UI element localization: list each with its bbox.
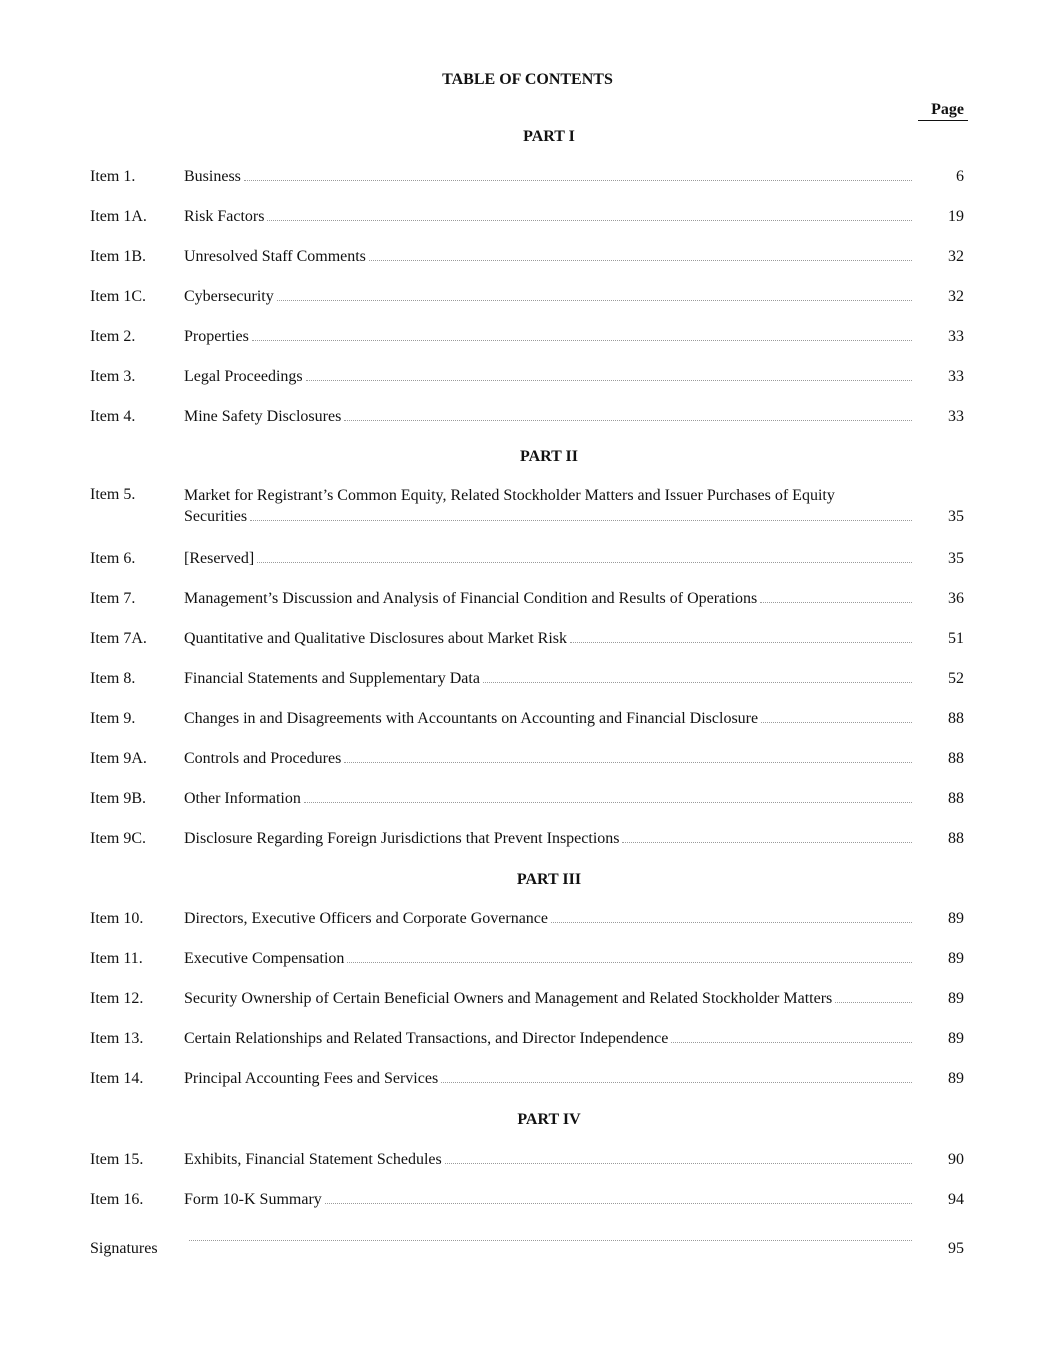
item-caption[interactable]: Cybersecurity [184, 288, 274, 305]
item-number: Item 15. [90, 1151, 144, 1168]
toc-row-item-9c[interactable] [0, 829, 1055, 853]
item-caption[interactable]: Securities [184, 508, 248, 525]
item-caption[interactable]: Unresolved Staff Comments [184, 248, 366, 265]
dot-leader [761, 721, 912, 723]
item-number: Item 1C. [90, 288, 146, 305]
toc-row-item-11[interactable] [0, 949, 1055, 973]
item-caption[interactable]: Principal Accounting Fees and Services [184, 1070, 439, 1087]
item-caption[interactable]: Properties [184, 328, 249, 345]
toc-row-item-13[interactable] [0, 1029, 1055, 1053]
toc-row-item-1c[interactable] [0, 287, 1055, 311]
item-page: 88 [948, 830, 964, 847]
item-caption[interactable]: Financial Statements and Supplementary Data [184, 670, 480, 687]
toc-row-item-5[interactable] [0, 487, 1055, 531]
dot-leader [257, 561, 912, 563]
item-page: 6 [956, 168, 964, 185]
item-page: 32 [948, 288, 964, 305]
toc-row-item-3[interactable] [0, 367, 1055, 391]
item-page: 35 [948, 550, 964, 567]
item-caption[interactable]: Management’s Discussion and Analysis of Financial Condition and Results of Operations [184, 590, 758, 607]
dot-leader [252, 339, 912, 341]
item-number: Item 9. [90, 710, 136, 727]
item-number: Item 9A. [90, 750, 147, 767]
item-caption[interactable]: Mine Safety Disclosures [184, 408, 342, 425]
item-number: Item 6. [90, 550, 136, 567]
item-number: Item 16. [90, 1191, 144, 1208]
item-page: 36 [948, 590, 964, 607]
toc-title: TABLE OF CONTENTS [442, 71, 613, 88]
item-page: 52 [948, 670, 964, 687]
item-number: Item 14. [90, 1070, 144, 1087]
item-caption[interactable]: Changes in and Disagreements with Accountants on Accounting and Financial Disclosure [184, 710, 759, 727]
dot-leader [306, 379, 912, 381]
toc-row-item-1[interactable] [0, 167, 1055, 191]
item-number: Item 7A. [90, 630, 147, 647]
item-caption[interactable]: Legal Proceedings [184, 368, 303, 385]
item-page: 51 [948, 630, 964, 647]
toc-row-item-9a[interactable] [0, 749, 1055, 773]
toc-row-item-6[interactable] [0, 549, 1055, 573]
item-page: 33 [948, 368, 964, 385]
toc-row-item-10[interactable] [0, 909, 1055, 933]
dot-leader [304, 801, 912, 803]
item-caption[interactable]: Controls and Procedures [184, 750, 342, 767]
signatures-label[interactable]: Signatures [90, 1240, 158, 1257]
dot-leader [267, 219, 912, 221]
item-page: 33 [948, 408, 964, 425]
item-caption[interactable]: Directors, Executive Officers and Corporate Governance [184, 910, 548, 927]
item-caption[interactable]: Risk Factors [184, 208, 265, 225]
item-caption[interactable]: Business [184, 168, 241, 185]
toc-row-item-7a[interactable] [0, 629, 1055, 653]
toc-row-item-12[interactable] [0, 989, 1055, 1013]
item-number: Item 1A. [90, 208, 147, 225]
item-caption-line-1[interactable]: Market for Registrant’s Common Equity, Related Stockholder Matters and Issuer Purchases of Equity [184, 487, 835, 504]
item-page: 88 [948, 750, 964, 767]
part-heading: PART I [523, 128, 575, 145]
item-number: Item 2. [90, 328, 136, 345]
dot-leader [244, 179, 912, 181]
item-page: 19 [948, 208, 964, 225]
dot-leader [570, 641, 912, 643]
dot-leader [760, 601, 912, 603]
toc-row-item-1a[interactable] [0, 207, 1055, 231]
part-heading: PART IV [517, 1111, 581, 1128]
dot-leader [441, 1081, 912, 1083]
toc-row-signatures[interactable] [0, 1239, 1055, 1263]
item-caption[interactable]: Executive Compensation [184, 950, 345, 967]
item-caption[interactable]: Security Ownership of Certain Beneficial Owners and Management and Related Stockholder Matters [184, 990, 833, 1007]
item-number: Item 5. [90, 486, 136, 503]
toc-row-item-4[interactable] [0, 407, 1055, 431]
item-page: 35 [948, 508, 964, 525]
item-page: 90 [948, 1151, 964, 1168]
toc-row-item-7[interactable] [0, 589, 1055, 613]
item-number: Item 9B. [90, 790, 146, 807]
toc-row-item-16[interactable] [0, 1190, 1055, 1214]
item-page: 32 [948, 248, 964, 265]
item-page: 88 [948, 790, 964, 807]
item-caption[interactable]: Certain Relationships and Related Transactions, and Director Independence [184, 1030, 669, 1047]
item-caption[interactable]: Other Information [184, 790, 301, 807]
item-caption[interactable]: [Reserved] [184, 550, 255, 567]
dot-leader [344, 761, 912, 763]
dot-leader [671, 1041, 912, 1043]
item-page: 94 [948, 1191, 964, 1208]
item-caption[interactable]: Disclosure Regarding Foreign Jurisdictions that Prevent Inspections [184, 830, 620, 847]
item-number: Item 10. [90, 910, 144, 927]
dot-leader [250, 519, 912, 521]
dot-leader [347, 961, 912, 963]
toc-row-item-2[interactable] [0, 327, 1055, 351]
toc-row-item-1b[interactable] [0, 247, 1055, 271]
item-number: Item 1. [90, 168, 136, 185]
item-number: Item 7. [90, 590, 136, 607]
item-page: 95 [948, 1240, 964, 1257]
toc-row-item-8[interactable] [0, 669, 1055, 693]
dot-leader [551, 921, 912, 923]
item-caption[interactable]: Form 10-K Summary [184, 1191, 322, 1208]
dot-leader [369, 259, 912, 261]
item-caption[interactable]: Exhibits, Financial Statement Schedules [184, 1151, 442, 1168]
dot-leader [445, 1162, 912, 1164]
item-page: 89 [948, 950, 964, 967]
item-number: Item 9C. [90, 830, 146, 847]
dot-leader [325, 1202, 912, 1204]
toc-row-item-9b[interactable] [0, 789, 1055, 813]
item-number: Item 11. [90, 950, 143, 967]
item-page: 89 [948, 990, 964, 1007]
dot-leader [483, 681, 912, 683]
item-caption[interactable]: Quantitative and Qualitative Disclosures about Market Risk [184, 630, 568, 647]
item-page: 33 [948, 328, 964, 345]
part-heading: PART III [516, 871, 582, 888]
dot-leader [189, 1239, 912, 1241]
dot-leader [622, 841, 912, 843]
item-page: 89 [948, 1030, 964, 1047]
dot-leader [344, 419, 912, 421]
item-number: Item 13. [90, 1030, 144, 1047]
page-column-header: Page [918, 100, 968, 121]
item-number: Item 1B. [90, 248, 146, 265]
item-page: 88 [948, 710, 964, 727]
item-number: Item 3. [90, 368, 136, 385]
item-number: Item 12. [90, 990, 144, 1007]
part-heading: PART II [520, 448, 578, 465]
item-page: 89 [948, 910, 964, 927]
dot-leader [835, 1001, 912, 1003]
item-number: Item 8. [90, 670, 136, 687]
item-number: Item 4. [90, 408, 136, 425]
toc-row-item-9[interactable] [0, 709, 1055, 733]
toc-row-item-14[interactable] [0, 1069, 1055, 1093]
toc-row-item-15[interactable] [0, 1150, 1055, 1174]
dot-leader [277, 299, 912, 301]
item-page: 89 [948, 1070, 964, 1087]
